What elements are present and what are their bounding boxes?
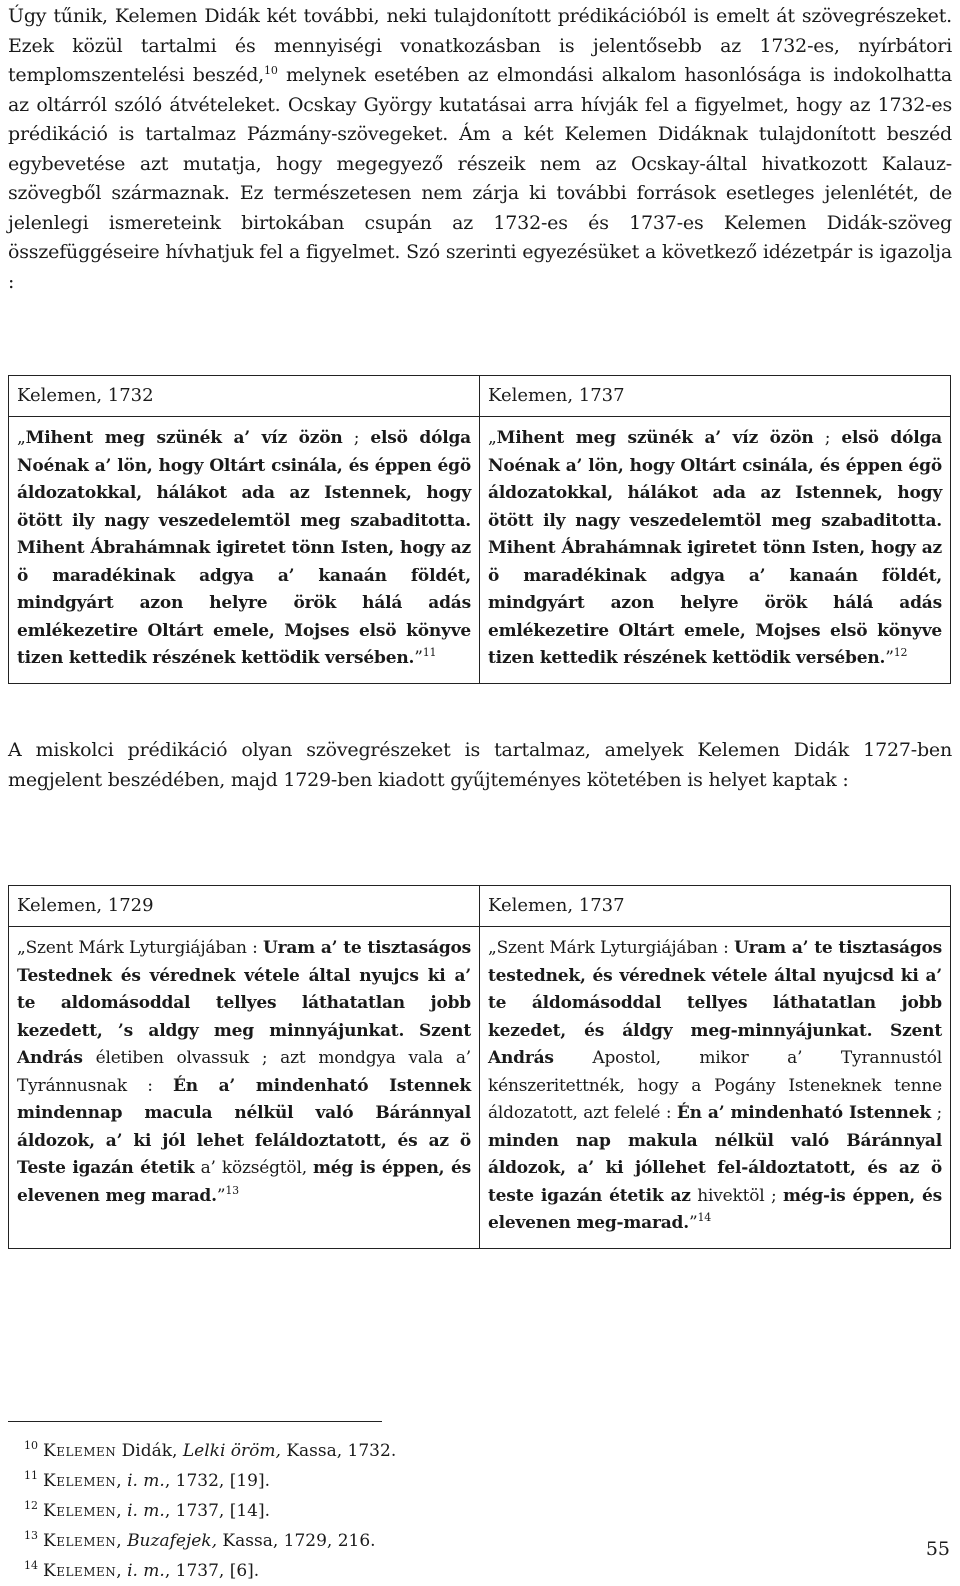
footnote-text: , 1737, [6]. <box>164 1561 260 1581</box>
footnote-number: 12 <box>24 1499 38 1513</box>
footnote-item <box>24 1496 724 1526</box>
quote-run: ” <box>216 1185 226 1206</box>
footnote-number: 13 <box>24 1529 38 1543</box>
footnote-text: , <box>116 1531 128 1551</box>
footnote-text: , 1737, [14]. <box>164 1501 271 1521</box>
footnote-author: Kelemen <box>43 1561 117 1581</box>
footnote-author: Kelemen <box>43 1441 117 1461</box>
quote-run: ” <box>885 648 894 668</box>
quote-text <box>488 938 942 1233</box>
footnote-ref-10[interactable]: 10 <box>264 63 278 77</box>
quote-text <box>488 428 942 668</box>
quote-cell-left <box>9 927 480 1249</box>
quote-bold-run: Szent András <box>17 1020 471 1068</box>
footnote-text: Kassa, 1729, 216. <box>217 1531 376 1551</box>
footnote-ref-12[interactable]: 12 <box>893 645 908 659</box>
quote-bold-run: minden nap makula nélkül való Báránnyal áldozok, a’ ki jóllehet fel-áldoztatott, és az ö teste igazán étetik az <box>488 1130 942 1206</box>
footnote-ref-13[interactable]: 13 <box>225 1183 239 1197</box>
footnote-ref-14[interactable]: 14 <box>697 1210 712 1224</box>
quote-cell-right <box>480 927 951 1249</box>
quote-run: „ <box>17 428 26 448</box>
quote-run: a’ községtöl, <box>194 1158 313 1178</box>
comparison-table-1732-1737 <box>8 375 951 684</box>
footnote-divider <box>8 1421 382 1422</box>
quote-bold-run: elsö dólga Noénak a’ lön, hogy Oltárt csinála, és éppen égö áldozatokkal, hálákot ada az Istennek, hogy ötött ily nagy veszedelemtöl meg szabaditotta. Mihent Ábrahámnak igiretet tönn Isten, hogy az ö maradékinak adgya a’ kanaán földét, mindgyárt azon helyre örök hálá adás emlékezetire Oltárt emele, Mojses elsö könyve tizen kettedik részének kettödik versében. <box>488 428 942 668</box>
footnote-author: Kelemen <box>43 1471 117 1491</box>
quote-run: : <box>717 938 734 958</box>
footnote-list <box>24 1436 724 1586</box>
footnote-item <box>24 1556 724 1586</box>
quote-cell-right <box>480 417 951 684</box>
quote-run: ” <box>414 648 423 668</box>
quote-bold-run: Én a’ mindenható Istennek <box>676 1103 931 1123</box>
quote-bold-run: Szent András <box>488 1020 942 1068</box>
column-heading-right: Kelemen, 1737 <box>480 376 951 417</box>
quote-run: „Szent Márk Lyturgiájában <box>488 938 718 958</box>
quote-run: ; <box>813 428 842 448</box>
footnote-number: 11 <box>24 1469 38 1483</box>
footnote-author: Kelemen <box>43 1531 117 1551</box>
quote-bold-run: Én a’ mindenható Istennek mindennap macula nélkül való Báránnyal áldozok, a’ ki jól lehet feláldoztatott, és az ö Teste igazán étetik <box>17 1075 471 1178</box>
column-heading-left: Kelemen, 1729 <box>9 886 480 927</box>
quote-run: ” <box>688 1213 698 1233</box>
footnote-number: 14 <box>24 1559 38 1573</box>
quote-run: életiben olvassuk ; azt mondgya vala a’ Tyránnusnak : <box>17 1048 471 1096</box>
footnote-text: , <box>116 1471 128 1491</box>
paragraph-miskolc: A miskolci prédikáció olyan szövegrészeket is tartalmaz, amelyek Kelemen Didák 1727-ben megjelent beszédében, majd 1729-ben kiadott gyűjteményes kötetében is helyet kaptak : <box>8 739 952 791</box>
quote-run: Apostol, mikor a’ Tyrannustól kénszeritettnék, hogy a Pogány Isteneknek tenne áldozatott, azt felelé : <box>488 1048 942 1123</box>
comparison-table-1729-1737 <box>8 885 951 1249</box>
quote-bold-run: Mihent meg szünék a’ víz özön <box>25 428 343 448</box>
footnote-ref-11[interactable]: 11 <box>422 645 437 659</box>
footnote-title: Lelki öröm, <box>182 1441 281 1461</box>
column-heading-left: Kelemen, 1732 <box>9 376 480 417</box>
quote-run: „Szent Márk Lyturgiájában <box>17 938 247 958</box>
quote-bold-run: még-is éppen, és elevenen meg-marad. <box>488 1185 943 1233</box>
footnote-author: Kelemen <box>43 1501 117 1521</box>
footnote-text: , 1732, [19]. <box>164 1471 271 1491</box>
quote-bold-run: Mihent meg szünék a’ víz özön <box>496 428 814 448</box>
quote-cell-left <box>9 417 480 684</box>
footnote-item <box>24 1436 724 1466</box>
footnote-item <box>24 1466 724 1496</box>
quote-bold-run: elsö dólga Noénak a’ lön, hogy Oltárt csinála, és éppen égö áldozatokkal, hálákot ada az Istennek, hogy ötött ily nagy veszedelemtöl meg szabaditotta. Mihent Ábrahámnak igiretet tönn Isten, hogy az ö maradékinak adgya a’ kanaán földét, mindgyárt azon helyre örök hálá adás emlékezetire Oltárt emele, Mojses elsö könyve tizen kettedik részének kettödik versében. <box>17 428 471 668</box>
quote-run <box>872 1021 890 1041</box>
footnote-text: , <box>116 1561 128 1581</box>
quote-run: „ <box>488 428 497 448</box>
footnote-number: 10 <box>24 1439 38 1453</box>
quote-run: ; <box>930 1103 943 1123</box>
quote-bold-run: Uram a’ te tisztaságos Testednek és vérednek vétele által nyujcs ki a’ te aldomásoddal tellyes láthatatlan jobb kezedett, ’s aldgy meg minnyájunkat. <box>17 938 472 1041</box>
footnote-text: Didák, <box>116 1441 183 1461</box>
footnote-title: i. m. <box>127 1471 165 1491</box>
footnote-text: Kassa, 1732. <box>280 1441 397 1461</box>
quote-run: ; <box>342 428 371 448</box>
footnote-title: Buzafejek, <box>127 1531 217 1551</box>
column-heading-right: Kelemen, 1737 <box>480 886 951 927</box>
footnote-text: , <box>116 1501 128 1521</box>
paragraph-intro-part-b: melynek esetében az elmondási alkalom hasonlósága is indokolhatta az oltárról szóló átvételeket. Ocskay György kutatásai arra hívják fel a figyelmet, hogy az 1732-es prédikáció is tartalmaz Pázmány-szövegeket. Ám a két Kelemen Didáknak tulajdonított beszéd egybevetése azt mutatja, hogy megegyező részeik nem az Ocskay-által hivatkozott Kalauz-szövegből származnak. Ez természetesen nem zárja ki további források esetleges jelenlétét, de jelenlegi ismereteink birtokában csupán az 1732-es és 1737-es Kelemen Didák-szöveg összefüggéseire hívhatjuk fel a figyelmet. Szó szerinti egyezésüket a következő idézetpár is igazolja : <box>8 64 952 293</box>
quote-text <box>17 428 471 668</box>
paragraph-intro-part-a: Úgy tűnik, Kelemen Didák két további, neki tulajdonított prédikációból is emelt át szövegrészeket. Ezek közül tartalmi és mennyiségi vonatkozásban is jelentősebb az 1732-es, nyírbátori templomszentelési beszéd, <box>8 5 952 86</box>
footnote-title: i. m. <box>127 1501 165 1521</box>
quote-text <box>17 938 471 1206</box>
quote-run: : <box>246 938 263 958</box>
page-number: 55 <box>925 1538 950 1560</box>
quote-run <box>404 1021 419 1041</box>
paragraph-intro <box>8 2 952 297</box>
quote-bold-run: még is éppen, és elevenen meg marad. <box>17 1158 471 1206</box>
quote-run: hivektöl ; <box>690 1185 783 1206</box>
footnote-item <box>24 1526 724 1556</box>
footnote-title: i. m. <box>127 1561 165 1581</box>
quote-bold-run: Uram a’ te tisztaságos testednek, és vérednek vétele által nyujcsd ki a’ te áldomásoddal tellyes láthatatlan jobb kezedet, és áldgy meg-minnyájunkat. <box>488 938 943 1041</box>
